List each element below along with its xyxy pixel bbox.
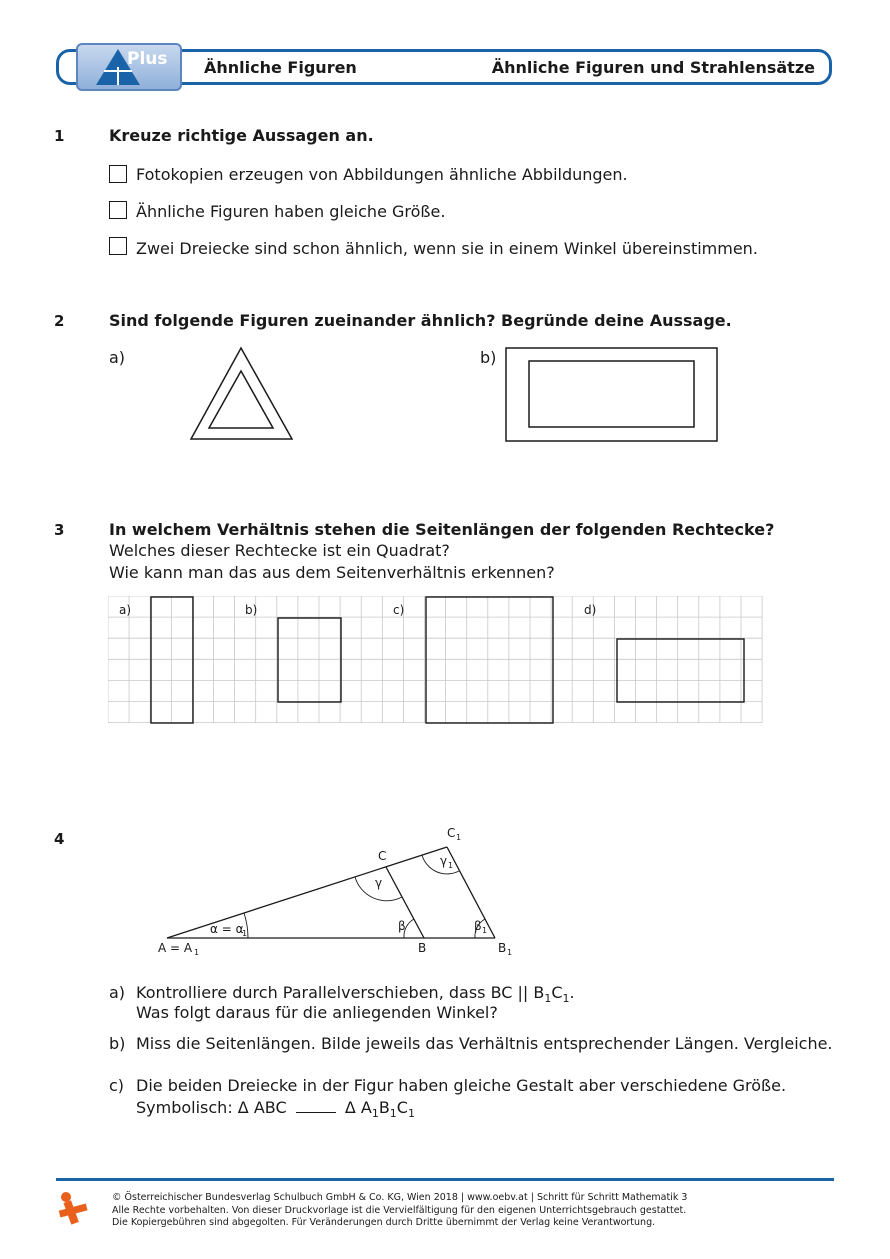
task2-label-a: a) (109, 348, 126, 367)
task4-a-line1: Kontrolliere durch Parallelverschieben, dass BC || $B_1C_1$. (136, 983, 575, 1006)
rectangles-figure (503, 345, 721, 445)
checkbox-option-1[interactable] (109, 165, 127, 183)
label-gamma1: γ (440, 854, 448, 868)
task3-number: 3 (54, 521, 65, 539)
task4-c-label: c) (109, 1076, 125, 1095)
rectangle-c (426, 597, 553, 723)
task4-c-line1: Die beiden Dreiecke in der Figur haben gleiche Gestalt aber verschiedene Größe. (136, 1076, 787, 1095)
footer-line (56, 1178, 834, 1181)
header-left-title: Ähnliche Figuren (204, 58, 357, 77)
label-beta: β (398, 919, 406, 933)
label-C1: C (447, 826, 456, 840)
grid-label-b: b) (245, 603, 258, 617)
grid-label-d: d) (584, 603, 597, 617)
rectangle-b (278, 618, 341, 702)
label-B1-sub: 1 (507, 948, 513, 957)
label-B: B (418, 941, 427, 955)
grid-label-c: c) (393, 603, 405, 617)
triangles-figure (185, 343, 300, 443)
task1-title: Kreuze richtige Aussagen an. (109, 126, 374, 145)
task4-c-line2: Symbolisch: Δ ABC Δ $A_1B_1C_1$ (136, 1098, 415, 1121)
option-1-label: Fotokopien erzeugen von Abbildungen ähnliche Abbildungen. (136, 165, 628, 184)
checkbox-option-2[interactable] (109, 201, 127, 219)
checkbox-option-3[interactable] (109, 237, 127, 255)
rectangle-d (617, 639, 744, 702)
task3-line3: Wie kann man das aus dem Seitenverhältnis erkennen? (109, 563, 555, 582)
label-B1: B (498, 941, 507, 955)
task3-line1: In welchem Verhältnis stehen die Seitenlängen der folgenden Rechtecke? (109, 520, 775, 539)
label-gamma1-sub: 1 (448, 861, 454, 870)
header-right-title: Ähnliche Figuren und Strahlensätze (491, 58, 815, 77)
task4-number: 4 (54, 830, 65, 848)
task1-number: 1 (54, 127, 65, 145)
answer-blank[interactable] (296, 1112, 336, 1113)
rectangle-grid (108, 596, 768, 726)
label-A: A = A (158, 941, 193, 955)
logo-plus-label: Plus (127, 49, 168, 69)
footer-line-1: © Österreichischer Bundesverlag Schulbuch GmbH & Co. KG, Wien 2018 | www.oebv.at | Schritt für Schritt Mathematik 3 (112, 1192, 688, 1203)
option-2-label: Ähnliche Figuren haben gleiche Größe. (136, 202, 446, 221)
footer-line-2: Alle Rechte vorbehalten. Von dieser Druckvorlage ist die Vervielfältigung für den eigenen Unterrichtsgebrauch gestattet. (112, 1205, 687, 1216)
task2-title: Sind folgende Figuren zueinander ähnlich? Begründe deine Aussage. (109, 311, 732, 330)
task2-number: 2 (54, 312, 65, 330)
grid-label-a: a) (119, 603, 132, 617)
label-gamma: γ (375, 876, 383, 890)
label-beta1-sub: 1 (482, 926, 488, 935)
task4-a-label: a) (109, 983, 126, 1002)
footer-line-3: Die Kopiergebühren sind abgegolten. Für Veränderungen durch Dritte übernimmt der Verlag keine Verantwortung. (112, 1217, 656, 1228)
label-A-sub: 1 (194, 948, 200, 957)
triangle-figure (150, 820, 530, 965)
label-C: C (378, 849, 387, 863)
task4-b-label: b) (109, 1034, 126, 1053)
task4-a-line2: Was folgt daraus für die anliegenden Winkel? (136, 1003, 498, 1022)
label-beta1: β (474, 919, 482, 933)
label-C1-sub: 1 (456, 833, 462, 842)
task4-b-text: Miss die Seitenlängen. Bilde jeweils das Verhältnis entsprechender Längen. Vergleiche. (136, 1034, 833, 1053)
label-alpha: α = α (210, 922, 244, 936)
publisher-logo-icon (56, 1190, 90, 1226)
label-alpha-sub: 1 (242, 929, 248, 938)
option-3-label: Zwei Dreiecke sind schon ähnlich, wenn sie in einem Winkel übereinstimmen. (136, 239, 758, 258)
task3-line2: Welches dieser Rechtecke ist ein Quadrat? (109, 541, 450, 560)
task2-label-b: b) (480, 348, 497, 367)
rectangle-a (151, 597, 193, 723)
